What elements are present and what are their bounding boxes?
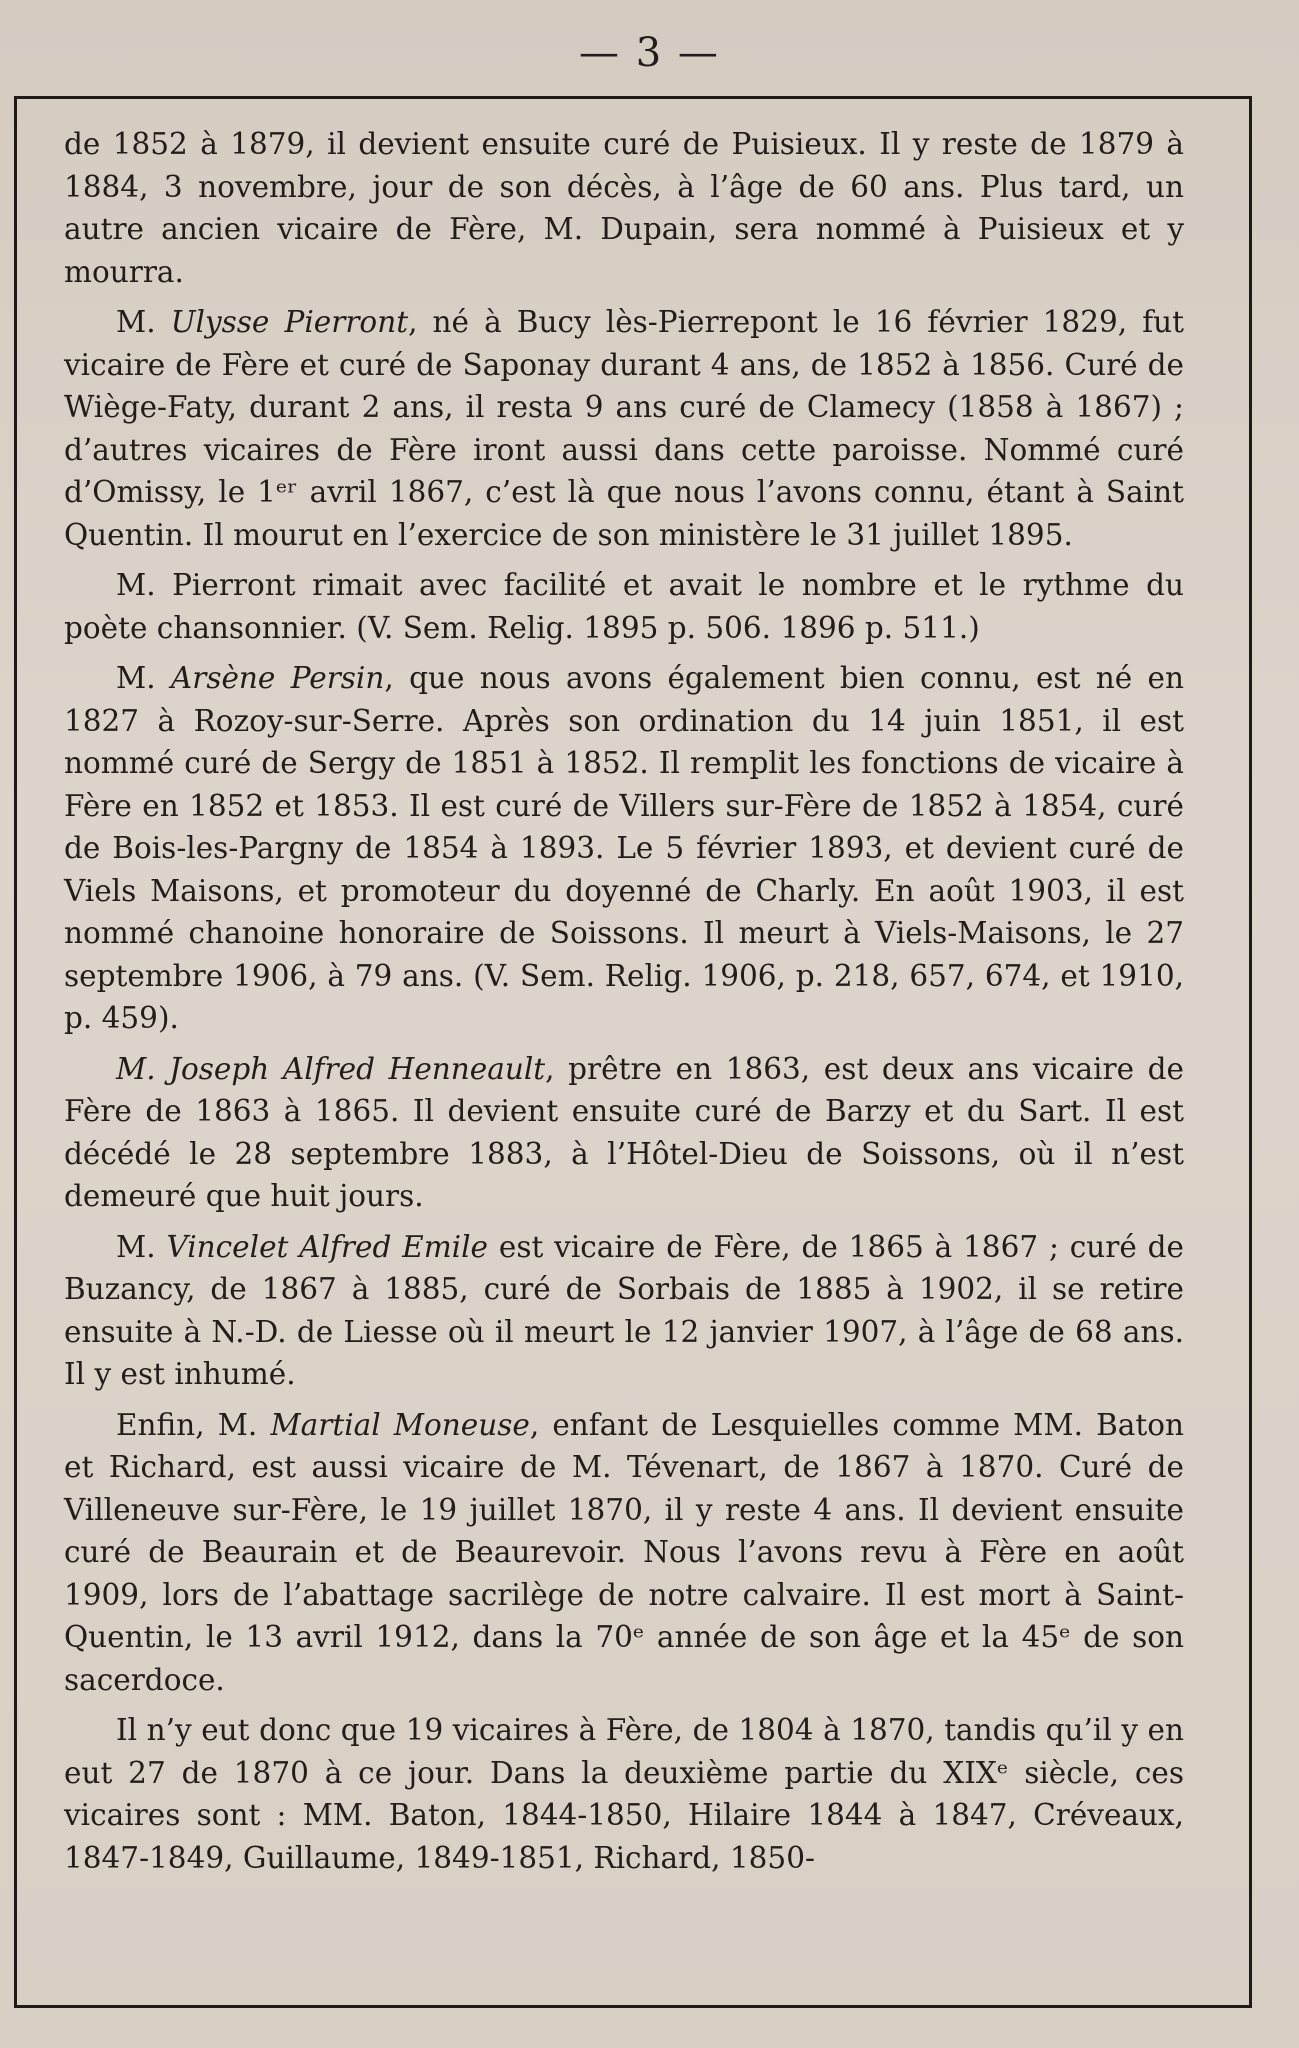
text-run: M. (116, 661, 171, 695)
paragraph-p2 (64, 301, 1184, 556)
paragraph-p7 (64, 1404, 1184, 1702)
text-run: , que nous avons également bien connu, est né en 1827 à Rozoy-sur-Serre. Après son ordination du 14 juin 1851, il est nommé curé de Sergy de 1851 à 1852. Il remplit les fonctions de vicaire à Fère en 1852 et 1853. Il est curé de Villers sur-Fère de 1852 à 1854, curé de Bois-les-Pargny de 1854 à 1893. Le 5 février 1893, et devient curé de Viels Maisons, et promoteur du doyenné de Charly. En août 1903, il est nommé chanoine honoraire de Soissons. Il meurt à Viels-Maisons, le 27 septembre 1906, à 79 ans. (V. Sem. Relig. 1906, p. 218, 657, 674, et 1910, p. 459). (64, 661, 1184, 1035)
page-number: — 3 — (579, 30, 720, 76)
text-run: M. Pierront rimait avec facilité et avait le nombre et le rythme du poète chansonnier. (V. Sem. Relig. 1895 p. 506. 1896 p. 511.) (64, 568, 1184, 645)
text-block (64, 123, 1184, 1887)
text-run: , prêtre en 1863, est deux ans vicaire de Fère de 1863 à 1865. Il devient ensuite curé de Barzy et du Sart. Il est décédé le 28 septembre 1883, à l’Hôtel-Dieu de Soissons, où il n’est demeuré que huit jours. (64, 1051, 1184, 1213)
text-run: , enfant de Lesquielles comme MM. Baton et Richard, est aussi vicaire de M. Tévenart, de 1867 à 1870. Curé de Villeneuve sur-Fère, le 19 juillet 1870, il y reste 4 ans. Il devient ensuite curé de Beaurain et de Beaurevoir. Nous l’avons revu à Fère en août 1909, lors de l’abattage sacrilège de notre calvaire. Il est mort à Saint-Quentin, le 13 avril 1912, dans la 70ᵉ année de son âge et la 45ᵉ de son sacerdoce. (64, 1407, 1184, 1697)
paragraph-p4 (64, 657, 1184, 1040)
paragraph-p6 (64, 1226, 1184, 1396)
text-run: de 1852 à 1879, il devient ensuite curé de Puisieux. Il y reste de 1879 à 1884, 3 novembre, jour de son décès, à l’âge de 60 ans. Plus tard, un autre ancien vicaire de Fère, M. Dupain, sera nommé à Puisieux et y mourra. (64, 127, 1184, 289)
text-run: Il n’y eut donc que 19 vicaires à Fère, de 1804 à 1870, tandis qu’il y en eut 27 de 1870 à ce jour. Dans la deuxième partie du XIXᵉ siècle, ces vicaires sont : MM. Baton, 1844-1850, Hilaire 1844 à 1847, Créveaux, 1847-1849, Guillaume, 1849-1851, Richard, 1850- (64, 1713, 1184, 1875)
text-run: Enfin, M. (116, 1407, 271, 1442)
paragraph-p3 (64, 564, 1184, 649)
person-name: Ulysse Pierront (170, 305, 409, 339)
paragraph-p1 (64, 123, 1184, 293)
person-name: Martial Moneuse (270, 1407, 530, 1442)
paragraph-p5 (64, 1048, 1184, 1218)
text-run: est vicaire de Fère, de 1865 à 1867 ; curé de Buzancy, de 1867 à 1885, curé de Sorbais de 1885 à 1902, il se retire ensuite à N.-D. de Liesse où il meurt le 12 janvier 1907, à l’âge de 68 ans. Il y est inhumé. (64, 1229, 1184, 1391)
text-run: , né à Bucy lès-Pierrepont le 16 février 1829, fut vicaire de Fère et curé de Saponay durant 4 ans, de 1852 à 1856. Curé de Wiège-Faty, durant 2 ans, il resta 9 ans curé de Clamecy (1858 à 1867) ; d’autres vicaires de Fère iront aussi dans cette paroisse. Nommé curé d’Omissy, le 1ᵉʳ avril 1867, c’est là que nous l’avons connu, étant à Saint Quentin. Il mourut en l’exercice de son ministère le 31 juillet 1895. (64, 305, 1184, 552)
text-run: M. (116, 305, 171, 339)
person-name: Arsène Persin (170, 661, 385, 695)
text-run: M. (116, 1229, 167, 1264)
paragraph-p8 (64, 1709, 1184, 1879)
person-name: Vincelet Alfred Emile (166, 1229, 489, 1264)
person-name: M. Joseph Alfred Henneault (116, 1051, 546, 1086)
